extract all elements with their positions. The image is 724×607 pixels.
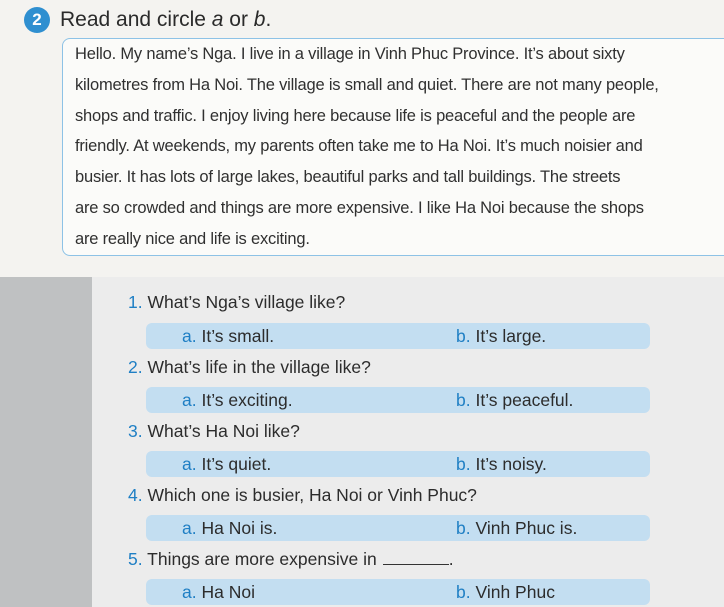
- question-5: 5. Things are more expensive in .: [128, 549, 454, 569]
- question-5-options: [146, 579, 650, 605]
- option-a[interactable]: a. It’s small.: [182, 326, 275, 346]
- passage-line: are so crowded and things are more expensive. I like Ha Noi because the shops: [75, 199, 644, 217]
- option-b[interactable]: b. Vinh Phuc: [456, 582, 555, 602]
- option-a[interactable]: a. Ha Noi is.: [182, 518, 278, 538]
- answer-blank: [383, 564, 449, 565]
- exercise-number-badge: 2: [24, 7, 50, 33]
- option-a[interactable]: a. Ha Noi: [182, 582, 255, 602]
- question-1-options: [146, 323, 650, 349]
- passage-line: shops and traffic. I enjoy living here because life is peaceful and the people are: [75, 107, 636, 125]
- passage-line: kilometres from Ha Noi. The village is small and quiet. There are not many people,: [75, 76, 659, 94]
- question-3: 3. What’s Ha Noi like?: [128, 421, 300, 441]
- exercise-title: Read and circle a or b.: [60, 8, 272, 31]
- option-b[interactable]: b. Vinh Phuc is.: [456, 518, 578, 538]
- passage-line: friendly. At weekends, my parents often take me to Ha Noi. It’s much noisier and: [75, 137, 643, 155]
- question-3-options: [146, 451, 650, 477]
- question-4: 4. Which one is busier, Ha Noi or Vinh Phuc?: [128, 485, 477, 505]
- question-1: 1. What’s Nga’s village like?: [128, 292, 346, 312]
- exercise-header: [24, 6, 271, 34]
- question-4-options: [146, 515, 650, 541]
- question-2-options: [146, 387, 650, 413]
- question-2: 2. What’s life in the village like?: [128, 357, 371, 377]
- option-b[interactable]: b. It’s noisy.: [456, 454, 547, 474]
- option-b[interactable]: b. It’s peaceful.: [456, 390, 574, 410]
- option-a[interactable]: a. It’s quiet.: [182, 454, 272, 474]
- option-a[interactable]: a. It’s exciting.: [182, 390, 293, 410]
- passage-line: Hello. My name’s Nga. I live in a village in Vinh Phuc Province. It’s about sixty: [75, 45, 625, 63]
- passage-line: are really nice and life is exciting.: [75, 230, 310, 248]
- reading-passage: [62, 38, 724, 256]
- option-b[interactable]: b. It’s large.: [456, 326, 547, 346]
- passage-line: busier. It has lots of large lakes, beautiful parks and tall buildings. The streets: [75, 168, 621, 186]
